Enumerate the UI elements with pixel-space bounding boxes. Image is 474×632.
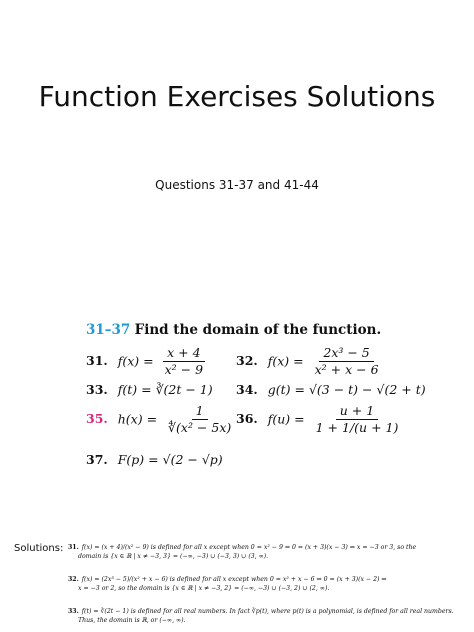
- solution-line: Thus, the domain is ℝ, or (−∞, ∞).: [78, 616, 186, 624]
- fraction-numerator: 2x³ − 5: [319, 346, 373, 362]
- problem-33: [86, 382, 213, 397]
- exercise-instruction: Find the domain of the function.: [134, 322, 382, 338]
- problem-lhs: f(u) =: [267, 411, 305, 427]
- problem-lhs: f(x) =: [267, 353, 304, 369]
- page-subtitle: Questions 31-37 and 41-44: [155, 178, 319, 192]
- solutions-label: Solutions:: [14, 543, 64, 554]
- solution-number: 31.: [68, 544, 79, 551]
- solution-31: [68, 544, 416, 562]
- problem-32: [236, 346, 386, 378]
- exercise-heading: [86, 322, 381, 338]
- fraction-numerator: x + 4: [163, 346, 204, 362]
- fraction-denominator: x² − 9: [164, 362, 204, 378]
- solution-line: f(x) = (2x³ − 5)/(x² + x − 6) is defined for all x except when 0 = x² + x − 6 ⇔ 0 = (x + 3)(x − 2) ⇔: [81, 576, 387, 583]
- fraction-denominator: ∜(x² − 5x): [168, 420, 232, 436]
- problem-number: 37.: [86, 452, 108, 467]
- problem-number: 35.: [86, 411, 108, 427]
- solution-line: f(x) = (x + 4)/(x² − 9) is defined for all x except when 0 = x² − 9 ⇔ 0 = (x + 3)(x − 3) ⇔ x = −3 or 3, so the: [81, 544, 417, 551]
- page-title: Function Exercises Solutions: [38, 80, 436, 113]
- problem-number: 32.: [236, 353, 258, 369]
- solution-33: [68, 608, 454, 626]
- problem-37: [86, 452, 223, 467]
- solution-number: 32.: [68, 576, 79, 583]
- problem-35: [86, 404, 238, 436]
- problem-number: 34.: [236, 382, 258, 397]
- problem-number: 36.: [236, 411, 258, 427]
- solution-line: domain is {x ∈ ℝ | x ≠ −3, 3} = (−∞, −3) ∪ (−3, 3) ∪ (3, ∞).: [78, 552, 269, 560]
- problem-lhs: f(x) =: [117, 353, 154, 369]
- solution-line: f(t) = ∛(2t − 1) is defined for all real numbers. In fact ∛p(t), where p(t) is a polynomial, is defined for all real numbers.: [81, 608, 454, 615]
- problem-36: [236, 404, 405, 436]
- solution-line: x = −3 or 2, so the domain is {x ∈ ℝ | x ≠ −3, 2} = (−∞, −3) ∪ (−3, 2) ∪ (2, ∞).: [78, 584, 330, 592]
- problem-number: 33.: [86, 382, 108, 397]
- solution-number: 33.: [68, 608, 79, 615]
- problem-number: 31.: [86, 353, 108, 369]
- problem-expression: g(t) = √(3 − t) − √(2 + t): [267, 382, 426, 397]
- problem-expression: F(p) = √(2 − √p): [117, 452, 223, 467]
- exercise-range: 31–37: [86, 322, 131, 338]
- fraction-denominator: x² + x − 6: [314, 362, 379, 378]
- fraction-denominator: 1 + 1/(u + 1): [315, 420, 399, 436]
- fraction-numerator: 1: [192, 404, 208, 420]
- problem-fraction: [311, 346, 383, 378]
- problem-34: [236, 382, 426, 397]
- problem-fraction: [161, 346, 207, 378]
- problem-fraction: [164, 404, 235, 436]
- problem-31: [86, 346, 210, 378]
- solution-32: [68, 576, 387, 594]
- problem-expression: f(t) = ∛(2t − 1): [117, 382, 213, 397]
- problem-fraction: [312, 404, 403, 436]
- problem-lhs: h(x) =: [117, 411, 158, 427]
- fraction-numerator: u + 1: [336, 404, 378, 420]
